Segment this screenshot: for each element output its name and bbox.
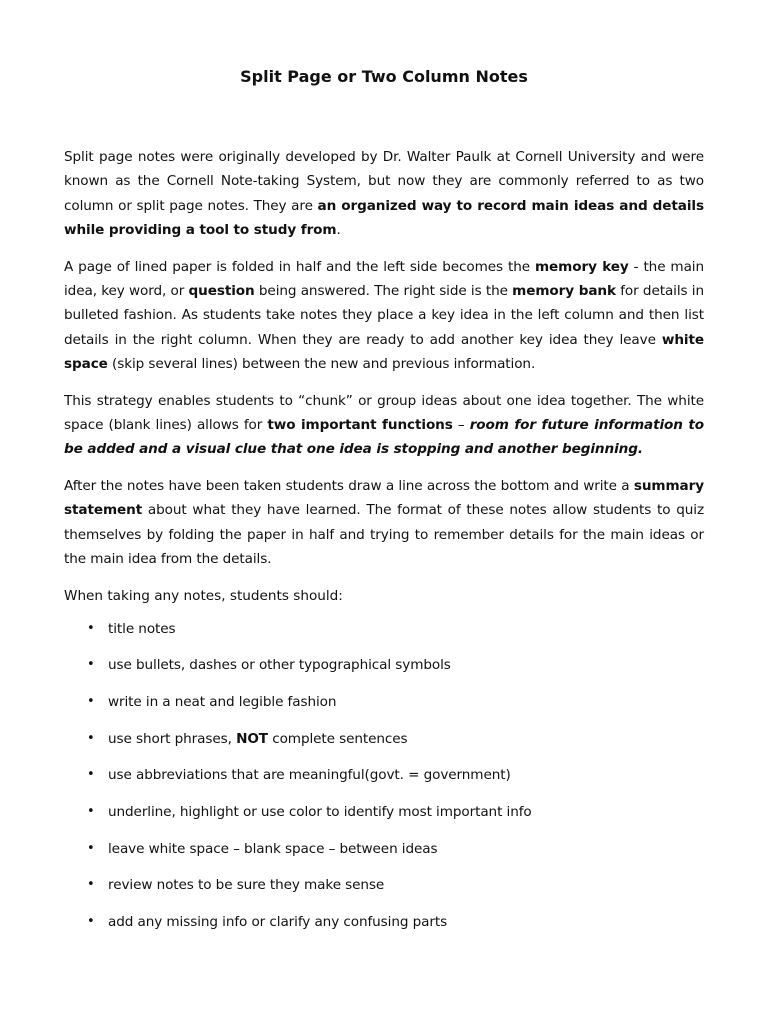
list-item <box>64 690 704 727</box>
bullet-icon: • <box>87 840 95 856</box>
text-run: being answered. The right side is the <box>254 283 513 300</box>
bold-phrase: question <box>188 283 255 300</box>
body-paragraph <box>64 474 704 572</box>
list-item <box>64 653 704 690</box>
bullet-icon: • <box>87 803 95 819</box>
text-run: use short phrases, <box>108 730 237 747</box>
text-run: for details in bulleted fashion. As students take notes they place a key idea in the left column and then list details in the right column. When they are ready to add another key idea they leave <box>64 283 704 348</box>
text-run: – <box>452 417 470 434</box>
text-run: . <box>336 222 341 239</box>
paragraph-list <box>64 145 704 572</box>
text-run: add any missing info or clarify any confusing parts <box>108 914 448 930</box>
bullet-icon: • <box>87 877 95 893</box>
text-run: title notes <box>108 620 176 637</box>
bold-phrase: summary statement <box>64 477 704 519</box>
bold-phrase: memory key <box>534 258 629 275</box>
bullet-icon: • <box>87 767 95 783</box>
list-item <box>64 800 704 837</box>
page-title: Split Page or Two Column Notes <box>240 67 528 86</box>
bold-phrase: an organized way to record main ideas and details while providing a tool to study from <box>64 197 704 239</box>
bold-phrase: NOT <box>236 730 268 747</box>
list-item <box>64 617 704 654</box>
body-paragraph <box>64 389 704 462</box>
bold-phrase: memory bank <box>512 283 616 300</box>
text-run: review notes to be sure they make sense <box>108 877 385 894</box>
text-run: write in a neat and legible fashion <box>108 693 337 710</box>
text-run: use abbreviations that are meaningful(govt. = government) <box>108 767 511 784</box>
bold-italic-phrase: room for future information to be added and a visual clue that one idea is stopping and another beginning. <box>64 417 705 458</box>
notes-tips-list <box>64 617 704 947</box>
document-body <box>64 145 704 947</box>
list-intro: When taking any notes, students should: <box>64 587 343 604</box>
list-item <box>64 837 704 874</box>
bullet-icon: • <box>87 693 95 709</box>
text-run: A page of lined paper is folded in half and the left side becomes the <box>64 258 535 275</box>
text-run: - the main idea, key word, or <box>64 258 704 300</box>
bullet-icon: • <box>87 730 95 746</box>
text-run: complete sentences <box>267 730 408 747</box>
bullet-icon: • <box>87 657 95 673</box>
bullet-icon: • <box>87 914 95 929</box>
bold-phrase: white space <box>64 331 704 373</box>
text-run: After the notes have been taken students draw a line across the bottom and write a <box>64 477 634 494</box>
list-item <box>64 910 704 947</box>
body-paragraph <box>64 255 704 377</box>
bold-phrase: two important functions <box>267 417 453 434</box>
list-item <box>64 727 704 764</box>
text-run: This strategy enables students to “chunk” or group ideas about one idea together. The white space (blank lines) allows for <box>64 392 704 434</box>
body-paragraph <box>64 145 704 243</box>
text-run: Split page notes were originally developed by Dr. Walter Paulk at Cornell University and were known as the Cornell Note-taking System, but now they are commonly referred to as two column or split page notes. They are <box>64 149 704 214</box>
text-run: (skip several lines) between the new and previous information. <box>107 356 536 373</box>
list-item <box>64 763 704 800</box>
list-item <box>64 873 704 910</box>
text-run: underline, highlight or use color to identify most important info <box>108 803 532 820</box>
text-run: use bullets, dashes or other typographical symbols <box>108 657 451 674</box>
text-run: about what they have learned. The format of these notes allow students to quiz themselves by folding the paper in half and trying to remember details for the main ideas or the main idea from the details. <box>64 502 704 568</box>
text-run: leave white space – blank space – between ideas <box>108 840 438 857</box>
bullet-icon: • <box>87 620 95 636</box>
